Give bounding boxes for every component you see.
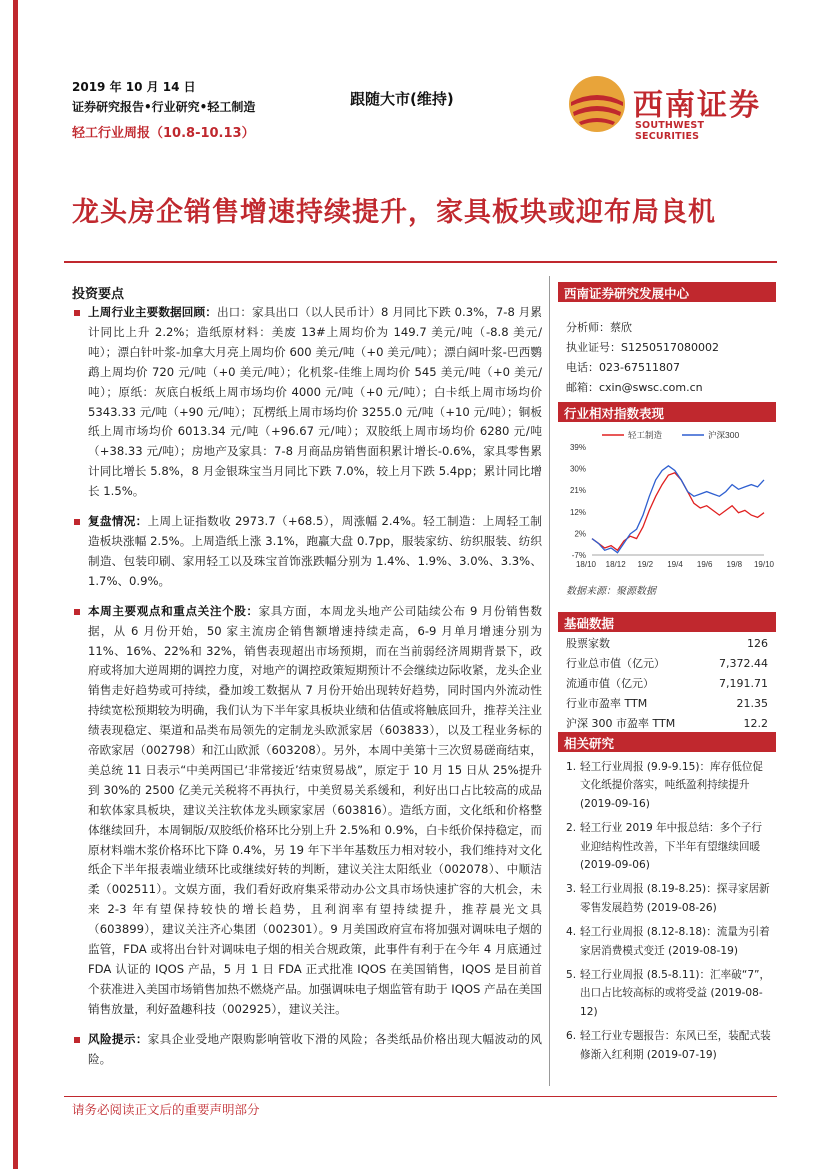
x-tick-label: 19/2 bbox=[637, 560, 654, 569]
stat-value: 12.2 bbox=[743, 717, 768, 730]
related-text: 轻工行业专题报告：东风已至，装配式装修渐入红利期 (2019-07-19) bbox=[580, 1030, 771, 1061]
summary-bullet-data-review bbox=[72, 303, 542, 502]
title-divider bbox=[64, 261, 777, 263]
related-text: 轻工行业周报 (9.9-9.15)：库存低位促文化纸提价落实，吨纸盈利持续提升 (2019-09-16) bbox=[580, 761, 764, 810]
bullet-square-icon bbox=[74, 519, 80, 525]
related-num: 2. bbox=[566, 822, 577, 835]
sidebar-basic-header bbox=[558, 612, 776, 632]
page-title: 龙头房企销售增速持续提升，家具板块或迎布局良机 bbox=[72, 197, 716, 228]
analyst-phone: 电话：023-67511807 bbox=[566, 361, 680, 374]
related-item[interactable] bbox=[566, 966, 772, 1021]
related-item[interactable] bbox=[566, 1027, 772, 1064]
x-tick-label: 19/8 bbox=[726, 560, 743, 569]
series-line-0 bbox=[592, 473, 764, 551]
related-item[interactable] bbox=[566, 923, 772, 960]
logo-en-text: SOUTHWEST SECURITIES bbox=[635, 120, 705, 142]
related-num: 1. bbox=[566, 761, 577, 773]
stat-value: 7,372.44 bbox=[719, 657, 768, 670]
x-tick-label: 19/6 bbox=[696, 560, 713, 569]
basic-data-table bbox=[566, 634, 768, 734]
report-date: 2019 年 10 月 14 日 bbox=[72, 80, 196, 94]
bullet-label: 本周主要观点和重点关注个股： bbox=[88, 603, 259, 618]
x-tick-label: 19/10 bbox=[753, 560, 775, 569]
basic-data-title: 基础数据 bbox=[558, 612, 776, 632]
stat-label: 沪深 300 市盈率 TTM bbox=[566, 717, 676, 730]
chart-source: 数据来源：聚源数据 bbox=[566, 586, 656, 597]
report-type: 证券研究报告•行业研究•轻工制造 bbox=[72, 100, 256, 114]
chart-svg bbox=[558, 425, 776, 575]
related-text: 轻工行业周报 (8.12-8.18)：流量为引着家居消费模式变迁 (2019-08-19) bbox=[580, 926, 770, 957]
summary-bullet-market-review bbox=[72, 512, 542, 592]
stat-row bbox=[566, 634, 768, 654]
stat-row bbox=[566, 694, 768, 714]
relative-index-chart bbox=[558, 425, 776, 595]
related-item[interactable] bbox=[566, 880, 772, 917]
bullet-text: 上周上证指数收 2973.7（+68.5），周涨幅 2.4%。轻工制造：上周轻工制造板块涨幅 2.5%。上周造纸上涨 3.1%，跑赢大盘 0.7pp，服装家纺、纺织服装、纺织制造、包装印刷、家用轻工以及珠宝首饰涨跌幅分别为 1.4%、1.9%、3.0%、3.3%、1.7%、0.9%。 bbox=[88, 514, 542, 588]
bullet-label: 上周行业主要数据回顾： bbox=[88, 305, 217, 319]
stat-label: 股票家数 bbox=[566, 637, 610, 650]
related-text: 轻工行业周报 (8.5-8.11)：汇率破“7”，出口占比较高标的或将受益 (2019-08-12) bbox=[580, 969, 771, 1018]
analyst-name: 分析师：蔡欣 bbox=[566, 321, 632, 334]
y-tick-label: 21% bbox=[569, 486, 586, 496]
related-num: 5. bbox=[566, 969, 577, 982]
stat-row bbox=[566, 714, 768, 734]
stat-label: 行业市盈率 TTM bbox=[566, 697, 648, 710]
analyst-license: 执业证号：S1250517080002 bbox=[566, 341, 719, 354]
related-title: 相关研究 bbox=[558, 732, 776, 752]
stat-row bbox=[566, 674, 768, 694]
sidebar-chart-header bbox=[558, 402, 776, 422]
bullet-square-icon bbox=[74, 310, 80, 316]
related-item[interactable] bbox=[566, 819, 772, 874]
column-divider bbox=[549, 276, 550, 1086]
summary-heading: 投资要点 bbox=[72, 287, 125, 302]
weekly-label: 轻工行业周报（10.8-10.13） bbox=[72, 126, 255, 141]
analyst-email[interactable]: 邮箱：cxin@swsc.com.cn bbox=[566, 381, 703, 394]
bullet-square-icon bbox=[74, 1037, 80, 1043]
summary-bullet-views bbox=[72, 602, 542, 1020]
series-line-1 bbox=[592, 466, 764, 553]
sidebar-related-header bbox=[558, 732, 776, 752]
related-text: 轻工行业周报 (8.19-8.25)：探寻家居新零售发展趋势 (2019-08-26) bbox=[580, 883, 770, 914]
stat-label: 流通市值（亿元） bbox=[566, 677, 654, 690]
y-tick-label: 39% bbox=[569, 443, 586, 452]
x-tick-label: 18/12 bbox=[605, 560, 626, 569]
bullet-label: 复盘情况： bbox=[88, 514, 148, 529]
related-num: 3. bbox=[566, 883, 577, 896]
y-tick-label: 2% bbox=[574, 529, 586, 539]
analyst-info bbox=[566, 318, 719, 398]
stat-row bbox=[566, 654, 768, 674]
bullet-square-icon bbox=[74, 609, 80, 615]
stat-value: 7,191.71 bbox=[719, 677, 768, 690]
center-title: 西南证券研究发展中心 bbox=[558, 282, 776, 302]
summary-bullets bbox=[72, 303, 542, 1080]
legend-label-0: 轻工制造 bbox=[628, 430, 663, 440]
y-tick-label: -7% bbox=[571, 551, 586, 560]
related-num: 4. bbox=[566, 926, 577, 939]
related-num: 6. bbox=[566, 1030, 577, 1043]
logo-cn-text: 西南证券 bbox=[633, 88, 761, 123]
x-tick-label: 19/4 bbox=[667, 560, 683, 569]
stat-label: 行业总市值（亿元） bbox=[566, 657, 665, 670]
related-research-list bbox=[566, 758, 772, 1070]
company-logo bbox=[567, 74, 767, 142]
bullet-label: 风险提示： bbox=[88, 1031, 148, 1046]
x-tick-label: 18/10 bbox=[575, 560, 597, 569]
footer-divider bbox=[64, 1096, 777, 1097]
stat-value: 126 bbox=[747, 637, 768, 650]
related-text: 轻工行业 2019 年中报总结：多个子行业迎结构性改善，下半年有望继续回暖 (2019-09-06) bbox=[580, 822, 763, 872]
related-item[interactable] bbox=[566, 758, 772, 813]
chart-title: 行业相对指数表现 bbox=[558, 402, 776, 422]
y-tick-label: 30% bbox=[569, 464, 586, 474]
rating: 跟随大市(维持) bbox=[350, 90, 454, 108]
logo-mark-icon bbox=[567, 74, 627, 134]
left-accent-bar bbox=[13, 0, 18, 1169]
legend-label-1: 沪深300 bbox=[708, 430, 740, 440]
footer-disclaimer: 请务必阅读正文后的重要声明部分 bbox=[72, 1102, 260, 1117]
y-tick-label: 12% bbox=[569, 507, 586, 517]
bullet-text: 出口：家具出口（以人民币计）8 月同比下跌 0.3%，7-8 月累计同比上升 2.2%；造纸原材料：美废 13#上周均价为 149.7 美元/吨（-8.8 美元/吨）；漂白针叶浆-加拿大月亮上周均价 600 美元/吨（+0 美元/吨）；漂白阔叶浆-巴西鹦鹉上周均价 720 元/吨（+0 美元/吨）；化机浆-佳维上周均价 545 美元/吨（+0 美元/吨）；原纸：灰底白板纸上周市场均价 4000 元/吨（+0 元/吨）；白卡纸上周市场均价 5343.33 元/吨（+90 元/吨）；瓦楞纸上周市场均价 3255.0 元/吨（+10 元/吨）；铜板纸上周市场均价 6013.34 元/吨（+96.67 元/吨）；双胶纸上周市场均价 6280 元/吨（+38.33 元/吨）；房地产及家具：7-8 月商品房销售面积累计增长-0.6%，家具零售累计同比增长 5.8%，8 月金银珠宝当月同比下跌 7.0%，较上月下跌 5.4pp；累计同比增长 1.5%。 bbox=[88, 305, 542, 499]
bullet-text: 家具方面，本周龙头地产公司陆续公布 9 月份销售数据，从 6 月份开始，50 家主流房企销售额增速持续走高，6-9 月单月增速分别为 11%、16%、22%和 32%，销售表现超出市场预期，而在当前弱经济周期背景下，政府或将加大逆周期的调控力度，对地产的调控政策短期预计不会继续边际收紧，龙头企业销售走好趋势或可持续，叠加竣工数据从 7 月份开始出现转好趋势，同时国内外流动性持续宽松预期较为明确，我们认为下半年家具板块业绩和估值或将触底回升，推荐关注业绩表现稳定、渠道和品类布局领先的定制龙头欧派家居（603833），以及工程业务标的帝欧家居（002798）和江山欧派（603208）。另外，本周中美第十三次贸易磋商结束，美总统 11 日表示“中美两国已‘非常接近’结束贸易战”，原定于 10 月 15 日从 25%提升到 30%的 2500 亿美元关税将不再执行，中美贸易关系缓和，利好出口占比较高的成品和软体家具板块，建议关注软体龙头顾家家居（603816）。造纸方面，文化纸和价格整体继续回升，本周铜版/双胶纸价格环比分别上升 2.5%和 0.9%，白卡纸价保持稳定，而原材料端木浆价格环比下降 0.4%，另 19 年下半年基数压力相对较小，我们维持对文化纸企下半年报表端业绩环比或继续好转的判断，建议关注太阳纸业（002078）、中顺洁柔（002511）。文娱方面，我们看好政府集采带动办公文具市场快速扩容的大机会，未来 2-3 年有望保持较快的增长趋势，且利润率有望持续提升，推荐晨光文具（603899），建议关注齐心集团（002301）。9 月美国政府宣布将加强对调味电子烟的监管，FDA 或将出台针对调味电子烟的相关合规政策，此事件有利于在今年 4 月底通过 FDA 认证的 IQOS 产品，5 月 1 日 FDA 正式批准 IQOS 在美国销售，IQOS 是目前首个获准进入美国市场销售加热不燃烧产品。加强调味电子烟监管有助于 IQOS 产品在美国销售放量，利好盈趣科技（002925），建议关注。 bbox=[88, 603, 542, 1016]
bullet-text: 家具企业受地产限购影响管收下滑的风险；各类纸品价格出现大幅波动的风险。 bbox=[88, 1031, 542, 1066]
sidebar-center-header bbox=[558, 282, 776, 302]
stat-value: 21.35 bbox=[736, 697, 768, 710]
summary-bullet-risk bbox=[72, 1030, 542, 1070]
